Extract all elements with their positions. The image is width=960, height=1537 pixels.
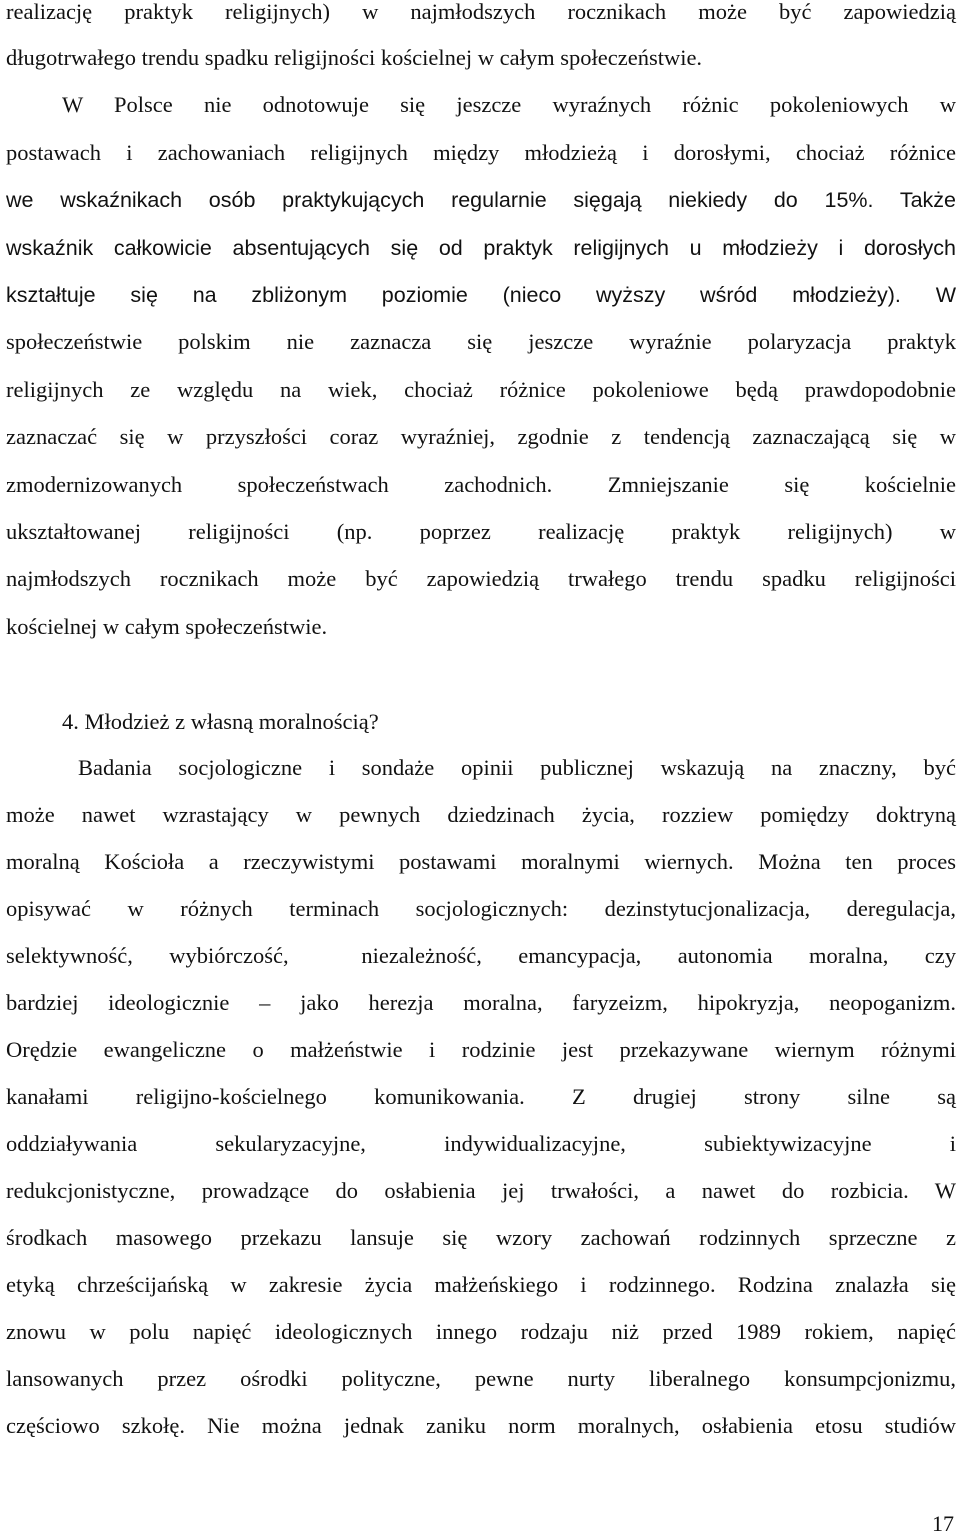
text-line: religijnych ze względu na wiek, chociaż różnice pokoleniowe będą prawdopodobnie [6,377,956,402]
text-line: częściowo szkołę. Nie można jednak zaniku norm moralnych, osłabienia etosu studiów [6,1413,956,1438]
text-line: zaznaczać się w przyszłości coraz wyraźniej, zgodnie z tendencją zaznaczającą się w [6,424,956,449]
text-line: zmodernizowanych społeczeństwach zachodnich. Zmniejszanie się kościelnie [6,472,956,497]
text-line: znowu w polu napięć ideologicznych innego rodzaju niż przed 1989 rokiem, napięć [6,1319,956,1344]
text-line: może nawet wzrastający w pewnych dziedzinach życia, rozziew pomiędzy doktryną [6,802,956,827]
text-line: Badania socjologiczne i sondaże opinii publicznej wskazują na znaczny, być [78,755,956,780]
text-line: W Polsce nie odnotowuje się jeszcze wyraźnych różnic pokoleniowych w [62,92,956,117]
text-line: postawach i zachowaniach religijnych między młodzieżą i dorosłymi, chociaż różnice [6,140,956,165]
text-line: kościelnej w całym społeczeństwie. [6,614,328,639]
text-line: wskaźnik całkowicie absentujących się od praktyk religijnych u młodzieży i dorosłych [6,236,956,260]
text-line: Orędzie ewangeliczne o małżeństwie i rodzinie jest przekazywane wiernym różnymi [6,1037,956,1062]
text-line: moralną Kościoła a rzeczywistymi postawami moralnymi wiernych. Można ten proces [6,849,956,874]
text-line: środkach masowego przekazu lansuje się wzory zachowań rodzinnych sprzeczne z [6,1225,956,1250]
text-line: najmłodszych rocznikach może być zapowiedzią trwałego trendu spadku religijności [6,566,956,591]
text-line: ukształtowanej religijności (np. poprzez realizację praktyk religijnych) w [6,519,956,544]
text-line: selektywność, wybiórczość, niezależność, emancypacja, autonomia moralna, czy [6,943,956,968]
text-line: lansowanych przez ośrodki polityczne, pewne nurty liberalnego konsumpcjonizmu, [6,1366,956,1391]
text-line: kanałami religijno-kościelnego komunikowania. Z drugiej strony silne są [6,1084,956,1109]
text-line: bardziej ideologicznie – jako herezja moralna, faryzeizm, hipokryzja, neopoganizm. [6,990,956,1015]
text-line: realizację praktyk religijnych) w najmłodszych rocznikach może być zapowiedzią [6,0,956,24]
text-line: etyką chrześcijańską w zakresie życia małżeńskiego i rodzinnego. Rodzina znalazła się [6,1272,956,1297]
text-line: długotrwałego trendu spadku religijności kościelnej w całym społeczeństwie. [6,45,703,70]
text-line: we wskaźnikach osób praktykujących regularnie sięgają niekiedy do 15%. Także [6,188,956,212]
text-line: oddziaływania sekularyzacyjne, indywidualizacyjne, subiektywizacyjne i [6,1131,956,1156]
section-heading: 4. Młodzież z własną moralnością? [62,709,379,734]
text-line: społeczeństwie polskim nie zaznacza się jeszcze wyraźnie polaryzacja praktyk [6,329,956,354]
text-line: kształtuje się na zbliżonym poziomie (nieco wyższy wśród młodzieży). W [6,283,956,307]
page-number: 17 [932,1511,954,1536]
text-line: redukcjonistyczne, prowadzące do osłabienia jej trwałości, a nawet do rozbicia. W [6,1178,956,1203]
text-line: opisywać w różnych terminach socjologicznych: dezinstytucjonalizacja, deregulacja, [6,896,956,921]
